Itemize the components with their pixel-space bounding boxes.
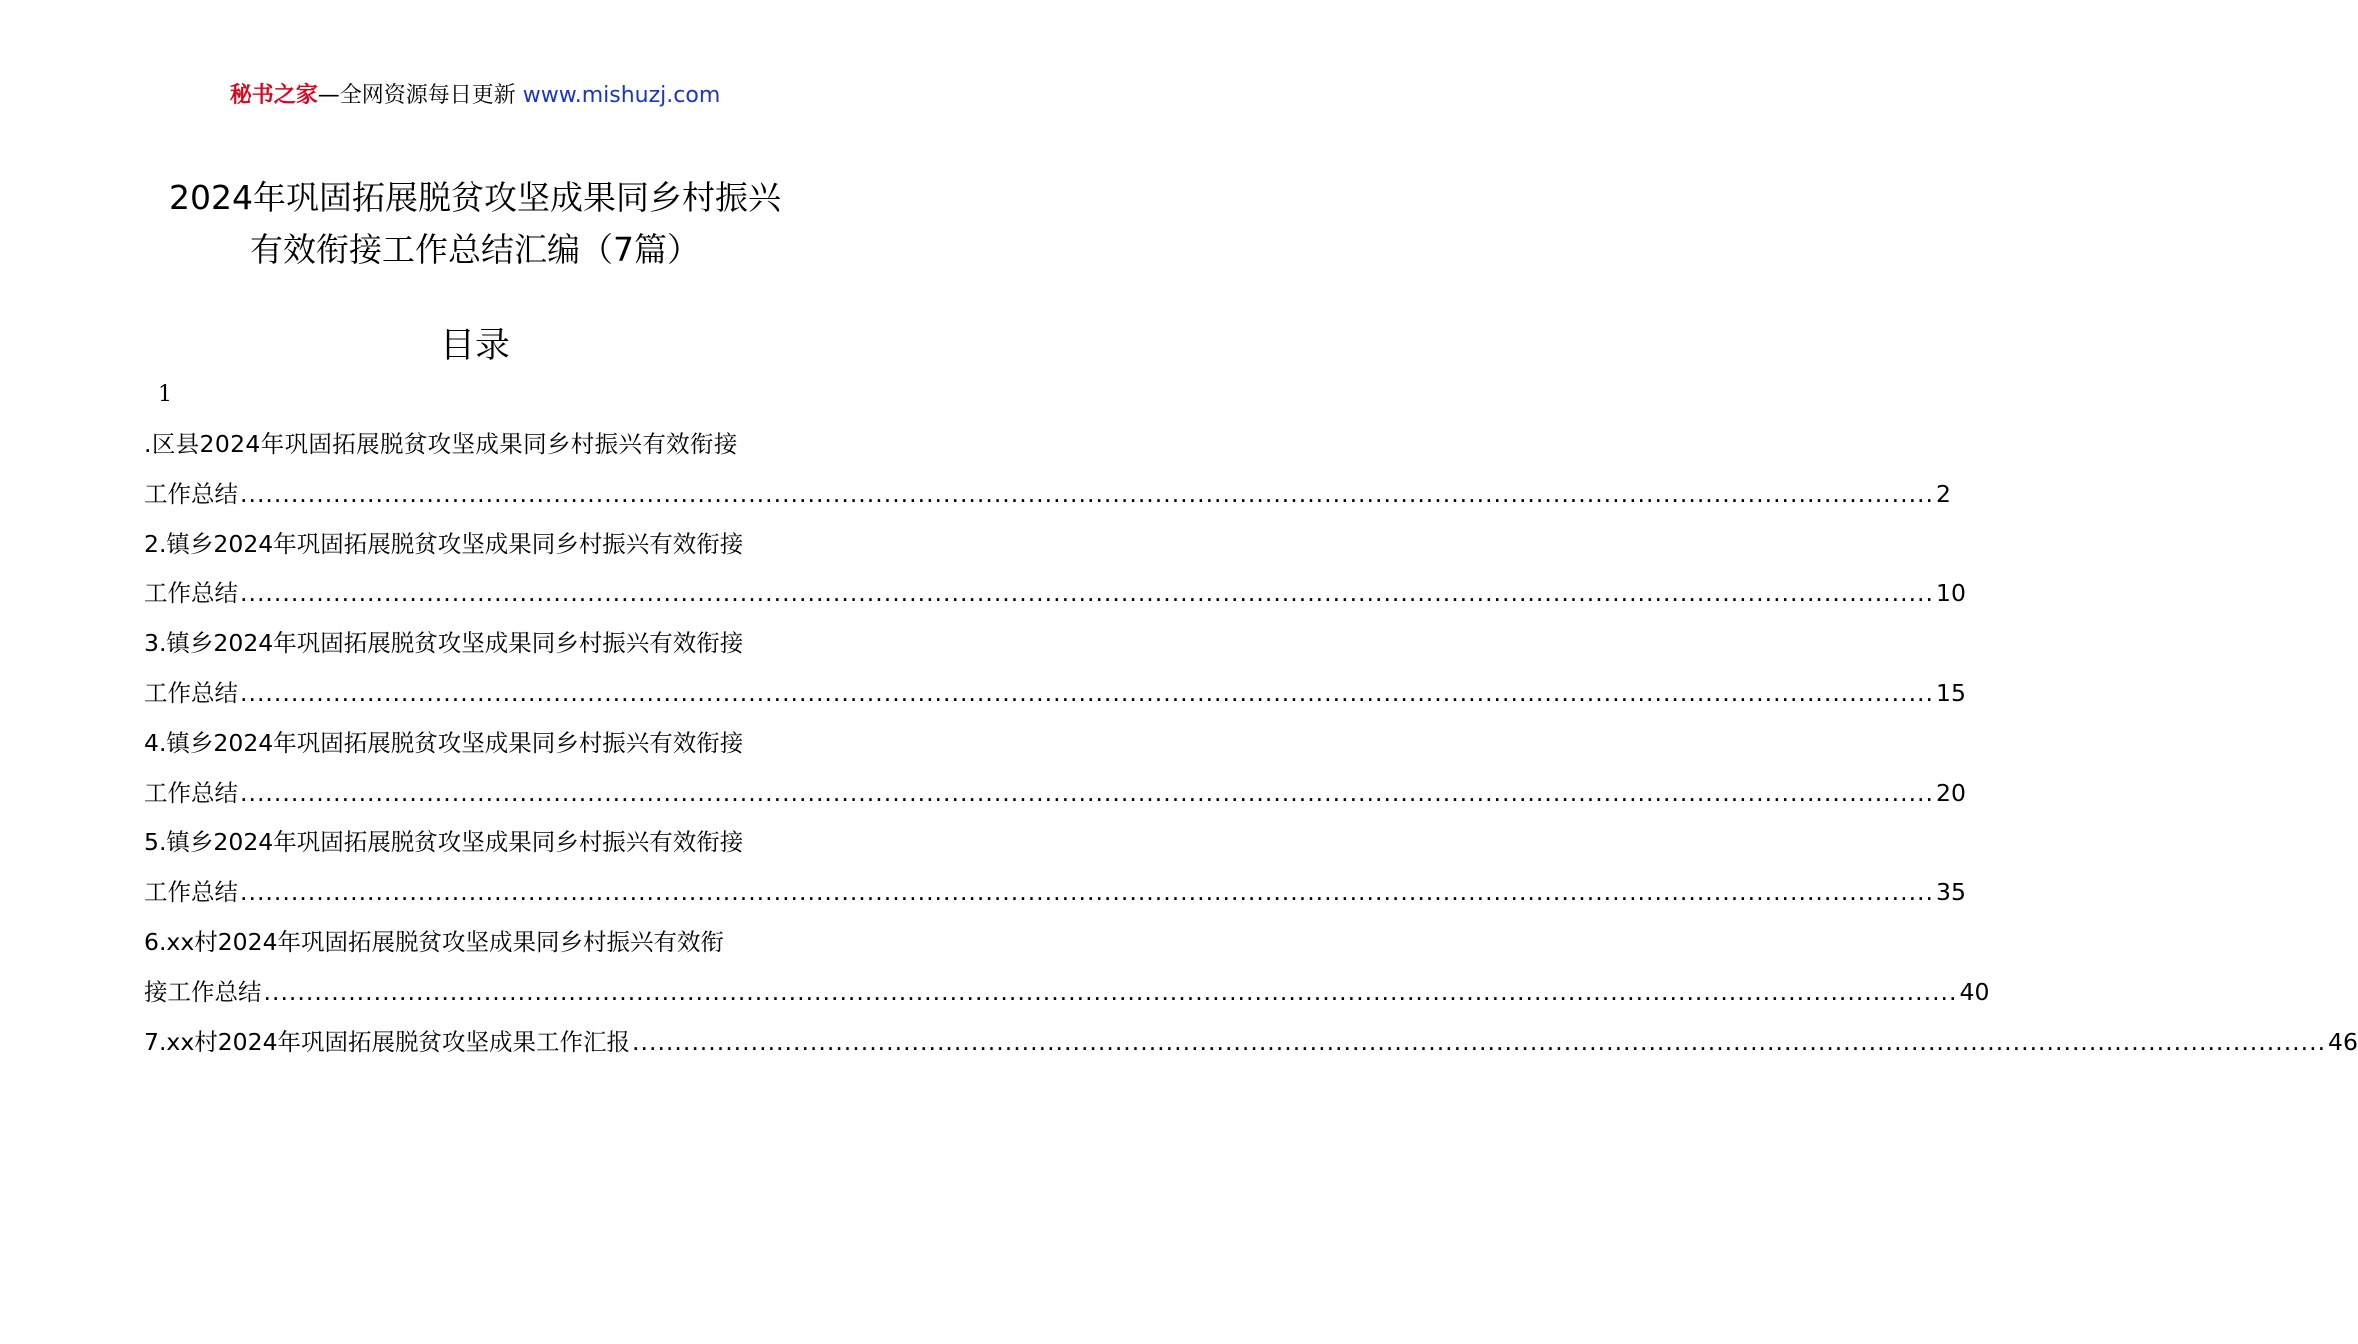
toc-entry-title-text: 工作总结: [144, 579, 238, 608]
toc-entry-page-number: 40: [1959, 977, 1990, 1006]
document-title-line-2: 有效衔接工作总结汇编（7篇）: [250, 230, 700, 269]
toc-entry-title-text: 4.镇乡2024年巩固拓展脱贫攻坚成果同乡村振兴有效衔接: [144, 728, 744, 757]
toc-entry-title-text: 工作总结: [144, 878, 238, 907]
dot-leader: ........................................................................................................................................................................................................: [632, 1027, 2327, 1056]
toc-entry-6-title[interactable]: [144, 918, 806, 968]
toc-entry-title-text: 5.镇乡2024年巩固拓展脱贫攻坚成果同乡村振兴有效衔接: [144, 828, 744, 857]
toc-entry-5-leader[interactable]: [144, 868, 1966, 918]
toc-entry-page-number: 2: [1936, 479, 1951, 508]
toc-entry-title-text: .区县2024年巩固拓展脱贫攻坚成果同乡村振兴有效衔接: [144, 430, 738, 458]
toc-entry-6-leader[interactable]: [144, 968, 1990, 1018]
toc-entry-4-leader[interactable]: [144, 769, 1966, 819]
toc-entry-2-leader[interactable]: [144, 569, 1966, 619]
toc-entry-1-title[interactable]: [144, 420, 806, 470]
toc-entry-3-leader[interactable]: [144, 669, 1966, 719]
banner-url-link[interactable]: www.mishuzj.com: [522, 83, 721, 108]
toc-entry-page-number: 10: [1936, 579, 1966, 608]
toc-entry-page-number: 15: [1936, 678, 1966, 707]
dot-leader: ........................................................................................................................................................................................................: [240, 878, 1934, 907]
toc-entry-title-text: 工作总结: [144, 778, 238, 807]
toc-entry-7-leader[interactable]: [144, 1018, 2358, 1068]
toc-entry-3-title[interactable]: [144, 619, 806, 669]
table-of-contents: [144, 420, 2358, 1067]
site-banner: [0, 80, 950, 112]
toc-entry-1-leader[interactable]: [144, 470, 1951, 520]
toc-heading: 目录: [439, 326, 510, 366]
toc-entry-title-text: 7.xx村2024年巩固拓展脱贫攻坚成果工作汇报: [144, 1027, 631, 1056]
toc-entry-4-title[interactable]: [144, 719, 806, 769]
toc-entry-page-number: 20: [1936, 778, 1966, 807]
toc-entry-title-text: 2.镇乡2024年巩固拓展脱贫攻坚成果同乡村振兴有效衔接: [144, 529, 744, 558]
dot-leader: ........................................................................................................................................................................................................: [240, 479, 1934, 508]
toc-entry-page-number: 46: [2328, 1027, 2358, 1056]
page-number-marker: 1: [158, 382, 172, 407]
toc-entry-5-title[interactable]: [144, 818, 806, 868]
dot-leader: ........................................................................................................................................................................................................: [240, 579, 1934, 608]
dot-leader: ........................................................................................................................................................................................................: [240, 778, 1934, 807]
dot-leader: ........................................................................................................................................................................................................: [240, 678, 1934, 707]
toc-entry-title-text: 6.xx村2024年巩固拓展脱贫攻坚成果同乡村振兴有效衔: [144, 927, 725, 956]
toc-entry-page-number: 35: [1936, 878, 1966, 907]
toc-entry-title-text: 工作总结: [144, 479, 238, 508]
dot-leader: ........................................................................................................................................................................................................: [263, 977, 1958, 1006]
banner-brand: 秘书之家: [229, 83, 318, 108]
toc-entry-2-title[interactable]: [144, 520, 806, 570]
toc-entry-title-text: 工作总结: [144, 678, 238, 707]
document-title-line-1: 2024年巩固拓展脱贫攻坚成果同乡村振兴: [169, 178, 781, 217]
banner-tagline: —全网资源每日更新: [317, 83, 516, 108]
toc-entry-title-text: 接工作总结: [144, 977, 262, 1006]
document-title: [0, 172, 950, 276]
toc-entry-title-text: 3.镇乡2024年巩固拓展脱贫攻坚成果同乡村振兴有效衔接: [144, 629, 744, 658]
